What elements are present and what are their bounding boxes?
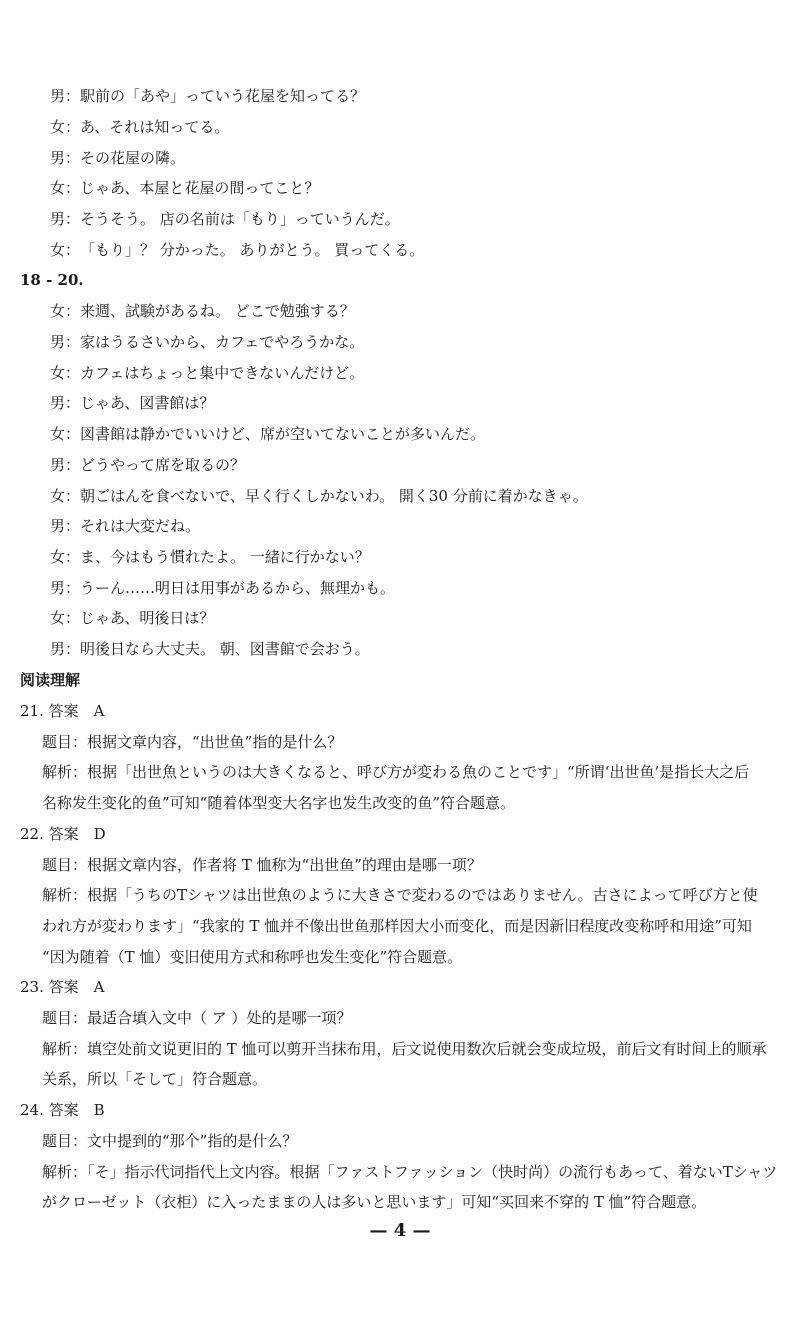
dialogue-line: [50, 578, 395, 598]
question-line: 题目：根据文章内容，“出世鱼”指的是什么？: [42, 733, 343, 751]
dialogue-line: [50, 209, 400, 229]
speaker: 女：: [50, 302, 81, 320]
analysis-line: “因为随着（T 恤）变旧使用方式和称呼也发生变化”符合题意。: [42, 948, 463, 966]
dialogue-line: [50, 455, 245, 475]
dialogue-line: [50, 363, 364, 383]
utterance: あ、それは知ってる。: [80, 118, 230, 136]
analysis-line: 解析：填空处前文说更旧的 T 恤可以剪开当抹布用，后文说使用数次后就会变成垃圾，前后文有时间上的顺承: [42, 1040, 767, 1058]
dialogue-line: [50, 117, 229, 137]
speaker: 女：: [50, 364, 81, 382]
answer-line: 24. 答案 B: [20, 1101, 105, 1119]
speaker: 女：: [50, 609, 81, 627]
analysis-line: 名称发生变化的鱼”可知“随着体型变大名字也发生改变的鱼”符合题意。: [42, 794, 516, 812]
utterance: じゃあ、明後日は？: [80, 609, 215, 627]
speaker: 女：: [50, 179, 81, 197]
utterance: 明後日なら大丈夫。 朝、図書館で会おう。: [80, 640, 370, 658]
speaker: 女：: [50, 425, 81, 443]
dialogue-line: [50, 547, 370, 567]
speaker: 男：: [50, 517, 81, 535]
dialogue-line: [50, 486, 588, 506]
utterance: うーん……明日は用事があるから、無理かも。: [80, 579, 396, 597]
utterance: 来週、試験があるね。 どこで勉強する？: [80, 302, 355, 320]
section-number: 18 - 20.: [20, 271, 84, 289]
utterance: 「もり」？ 分かった。 ありがとう。 買ってくる。: [80, 241, 425, 259]
utterance: じゃあ、本屋と花屋の間ってこと？: [80, 179, 320, 197]
speaker: 女：: [50, 487, 81, 505]
analysis-line: 解析：根据「うちのTシャツは出世魚のように大きさで変わるのではありません。古さによって呼び方と使: [42, 886, 758, 904]
dialogue-line: [50, 301, 355, 321]
speaker: 女：: [50, 118, 81, 136]
dialogue-line: [50, 332, 364, 352]
speaker: 男：: [50, 210, 81, 228]
dialogue-line: [50, 608, 214, 628]
speaker: 男：: [50, 640, 81, 658]
utterance: それは大変だね。: [80, 517, 201, 535]
question-line: 题目：根据文章内容，作者将 T 恤称为“出世鱼”的理由是哪一项？: [42, 856, 482, 874]
speaker: 男：: [50, 456, 81, 474]
dialogue-line: [50, 516, 200, 536]
speaker: 男：: [50, 333, 81, 351]
speaker: 男：: [50, 87, 81, 105]
analysis-line: 关系，所以「そして」符合题意。: [42, 1070, 268, 1088]
dialogue-line: [50, 148, 185, 168]
section-heading: 阅读理解: [20, 671, 81, 689]
dialogue-line: [50, 86, 365, 106]
utterance: どうやって席を取るの？: [80, 456, 246, 474]
answer-line: 23. 答案 A: [20, 978, 105, 996]
utterance: カフェはちょっと集中できないんだけど。: [80, 364, 365, 382]
dialogue-line: [50, 178, 319, 198]
dialogue-line: [50, 240, 424, 260]
utterance: そうそう。 店の名前は「もり」っていうんだ。: [80, 210, 400, 228]
utterance: その花屋の隣。: [80, 149, 186, 167]
dialogue-line: [50, 393, 214, 413]
speaker: 男：: [50, 149, 81, 167]
answer-line: 21. 答案 A: [20, 702, 105, 720]
utterance: 駅前の「あや」っていう花屋を知ってる？: [80, 87, 366, 105]
dialogue-line: [50, 639, 370, 659]
page-number: — 4 —: [369, 1220, 431, 1241]
question-line: 题目：最适合填入文中（ ア ）处的是哪一项？: [42, 1009, 352, 1027]
speaker: 女：: [50, 241, 81, 259]
question-line: 题目：文中提到的“那个”指的是什么？: [42, 1132, 298, 1150]
utterance: ま、今はもう慣れたよ。 一緒に行かない？: [80, 548, 370, 566]
analysis-line: がクローゼット（衣柜）に入ったままの人は多いと思います」可知“买回来不穿的 T 恤”符合题意。: [42, 1193, 707, 1211]
utterance: 図書館は静かでいいけど、席が空いてないことが多いんだ。: [80, 425, 486, 443]
utterance: 家はうるさいから、カフェでやろうかな。: [80, 333, 365, 351]
utterance: じゃあ、図書館は？: [80, 394, 215, 412]
analysis-line: 解析：「そ」指示代词指代上文内容。根据「ファストファッション（快时尚）の流行もあって、着ないTシャツ: [42, 1163, 778, 1181]
speaker: 女：: [50, 548, 81, 566]
answer-line: 22. 答案 D: [20, 825, 106, 843]
speaker: 男：: [50, 394, 81, 412]
utterance: 朝ごはんを食べないで、早く行くしかないわ。 開く30 分前に着かなきゃ。: [80, 487, 588, 505]
speaker: 男：: [50, 579, 81, 597]
dialogue-line: [50, 424, 485, 444]
analysis-line: われ方が変わります」“我家的 T 恤并不像出世鱼那样因大小而变化，而是因新旧程度改变称呼和用途”可知: [42, 917, 752, 935]
analysis-line: 解析：根据「出世魚というのは大きくなると、呼び方が変わる魚のことです」“所谓‘出世鱼’是指长大之后: [42, 763, 750, 781]
